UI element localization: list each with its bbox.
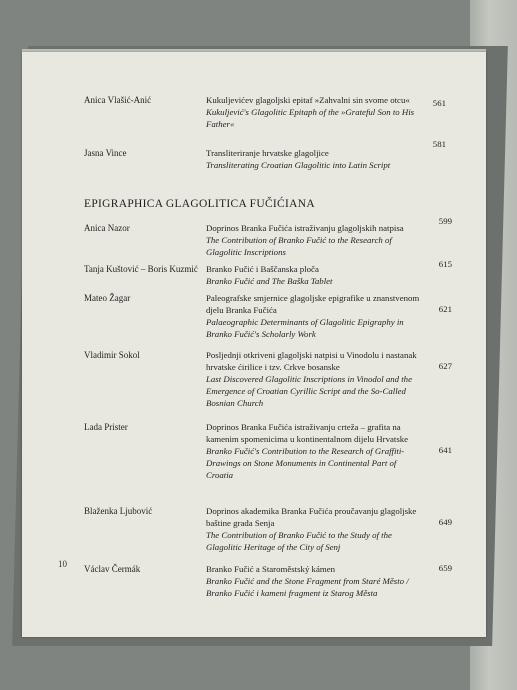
toc-author: Mateo Žagar [84,293,131,303]
toc-title-croatian: Branko Fučić i Baščanska ploča [206,264,319,274]
toc-title-croatian: Paleografske smjernice glagoljske epigrafike u znanstvenom djelu Branka Fučića [206,293,420,315]
toc-author: Anica Nazor [84,223,130,233]
toc-page-number: 561 [432,98,446,108]
toc-title-english: Branko Fučić's Contribution to the Research of Graffiti-Drawings on Stone Monuments in Continental Part of Croatia [206,446,405,480]
toc-title-english: Branko Fučić and the Stone Fragment from Staré Město / Branko Fučić i kameni fragment iz Starog Města [206,576,409,598]
toc-title-english: Branko Fučić and The Baška Tablet [206,276,333,286]
toc-title-croatian: Posljednji otkriveni glagoljski natpisi u Vinodolu i nastanak hrvatske ćirilice i tzv. Crkve bosanske [206,350,417,372]
toc-page-number: 649 [438,517,452,527]
toc-title-english: The Contribution of Branko Fučić to the Study of the Glagolitic Heritage of the City of Senj [206,530,392,552]
toc-title-english: Last Discovered Glagolitic Inscriptions in Vinodol and the Emergence of Croatian Cyrillic Script and the So-Called Bosnian Church [206,374,412,408]
toc-title-croatian: Transliteriranje hrvatske glagoljice [206,148,329,158]
toc-author: Václav Čermák [84,564,141,574]
toc-page-number: 599 [438,216,452,226]
toc-author: Blaženka Ljubović [84,506,153,516]
toc-title-english: Kukuljević's Glagolitic Epitaph of the »Grateful Son to His Father« [206,107,415,129]
section-heading: EPIGRAPHICA GLAGOLITICA FUČIĆIANA [84,198,315,210]
toc-author: Anica Vlašić-Anić [84,95,152,105]
toc-author: Vladimir Sokol [84,350,140,360]
toc-author: Tanja Kuštović – Boris Kuzmić [84,264,198,274]
toc-page-number: 621 [438,304,452,314]
toc-author: Jasna Vince [84,148,127,158]
toc-title-english: The Contribution of Branko Fučić to the Research of Glagolitic Inscriptions [206,235,392,257]
toc-title-croatian: Doprinos akademika Branka Fučića proučavanju glagoljske baštine grada Senja [206,506,417,528]
toc-author: Lada Prister [84,422,128,432]
toc-page-number: 659 [438,563,452,573]
toc-title-croatian: Doprinos Branka Fučića istraživanju glagoljskih natpisa [206,223,404,233]
toc-title-croatian: Doprinos Branka Fučića istraživanju crteža – grafita na kamenim spomenicima u kontinentalnom dijelu Hrvatske [206,422,409,444]
toc-title-croatian: Kukuljevićev glagoljski epitaf »Zahvalni sin svome otcu« [206,95,410,105]
toc-page-number: 641 [438,445,452,455]
toc-page-number: 627 [438,361,452,371]
book-page [22,52,486,637]
toc-title-english: Palaeographic Determinants of Glagolitic Epigraphy in Branko Fučić's Scholarly Work [206,317,404,339]
page-folio-number: 10 [58,559,67,569]
toc-title-english: Transliterating Croatian Glagolitic into Latin Script [206,160,391,170]
toc-page-number: 581 [432,139,446,149]
toc-page-number: 615 [438,259,452,269]
toc-title-croatian: Branko Fučić a Staroměstský kámen [206,564,335,574]
